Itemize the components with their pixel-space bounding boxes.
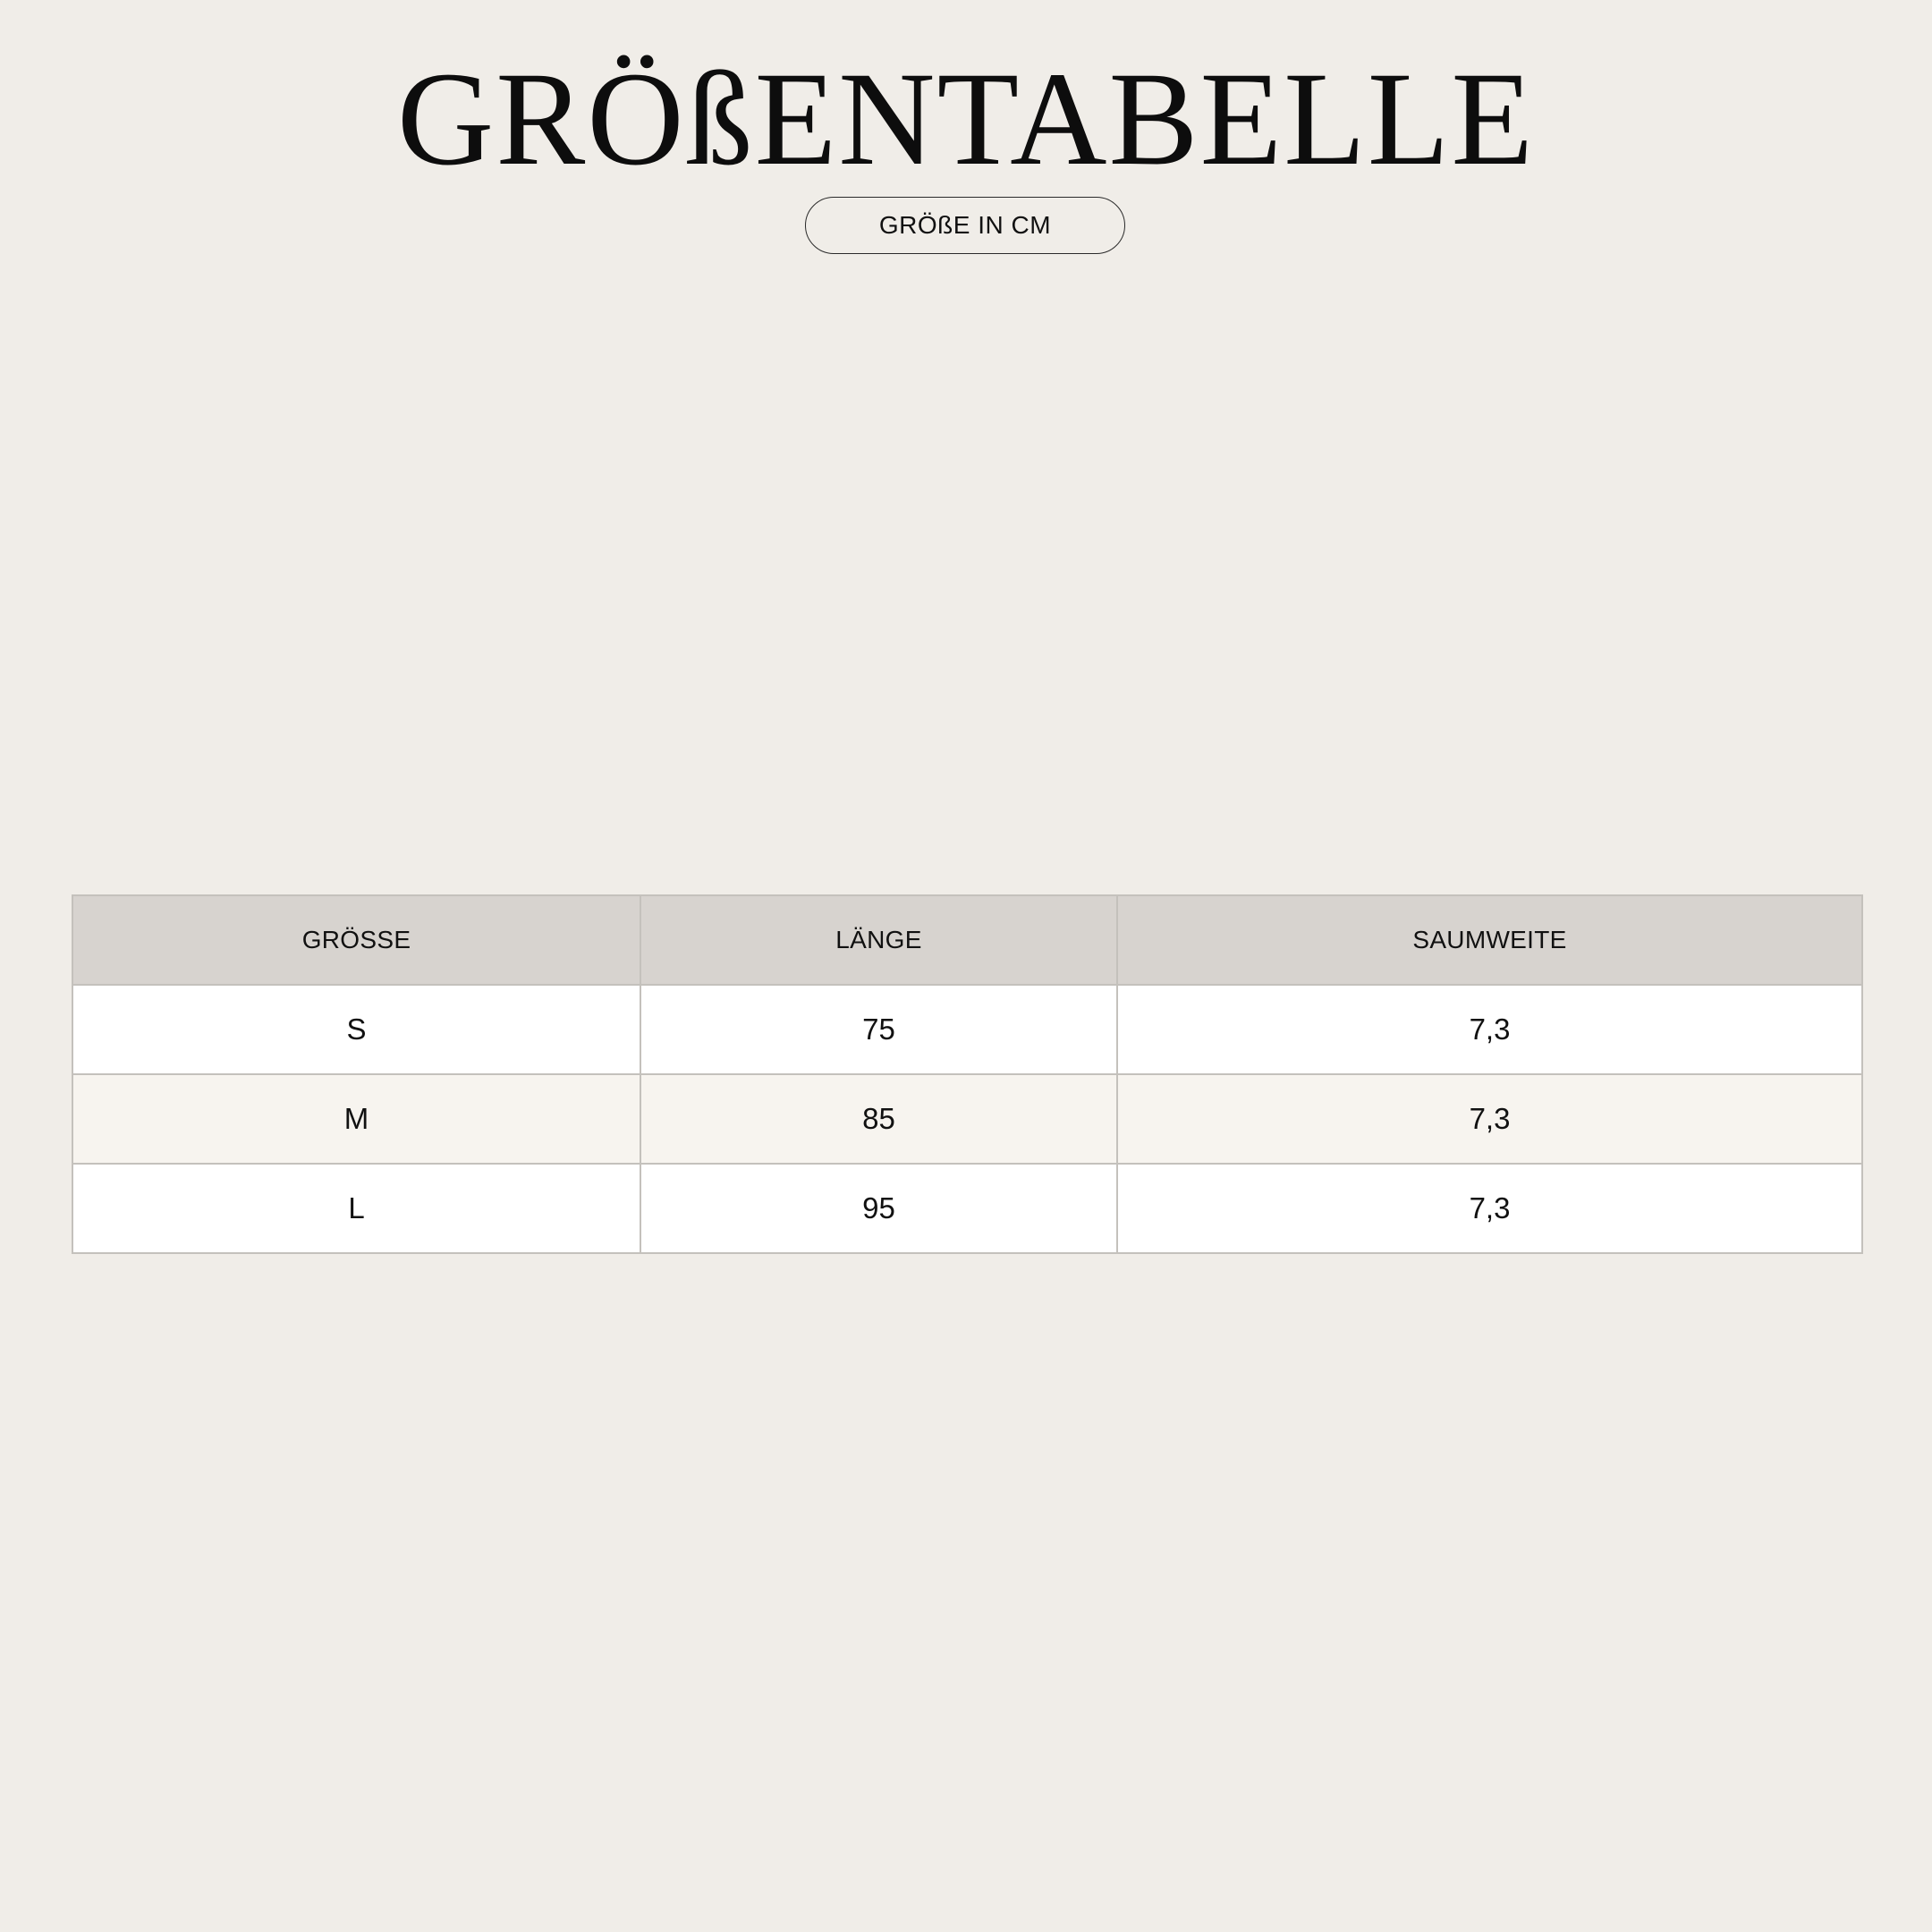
cell-size: M [72,1074,640,1164]
size-table [72,894,1863,1254]
column-header-length: LÄNGE [640,895,1117,985]
table-header-row [72,895,1862,985]
unit-badge: GRÖßE IN CM [805,197,1125,254]
cell-length: 85 [640,1074,1117,1164]
column-header-size: GRÖSSE [72,895,640,985]
cell-hem-width: 7,3 [1117,1164,1862,1253]
cell-hem-width: 7,3 [1117,1074,1862,1164]
size-table-container [72,894,1861,1254]
table-row [72,1074,1862,1164]
cell-length: 95 [640,1164,1117,1253]
page-title: GRÖßENTABELLE [396,45,1536,193]
cell-hem-width: 7,3 [1117,985,1862,1074]
table-row [72,1164,1862,1253]
cell-size: S [72,985,640,1074]
cell-size: L [72,1164,640,1253]
cell-length: 75 [640,985,1117,1074]
column-header-hem-width: SAUMWEITE [1117,895,1862,985]
table-row [72,985,1862,1074]
